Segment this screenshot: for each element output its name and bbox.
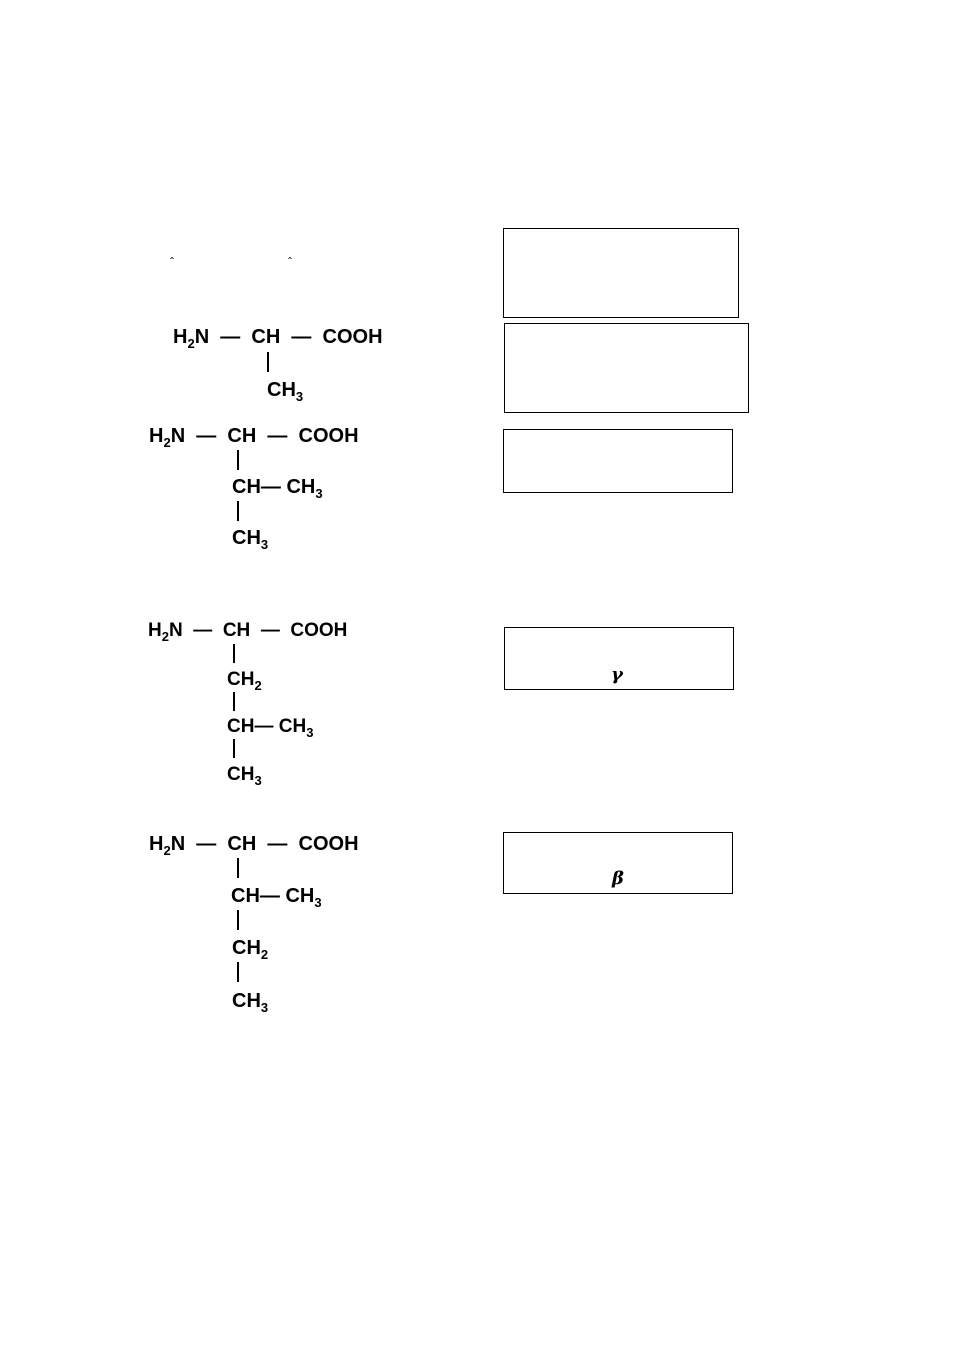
bond-line xyxy=(237,450,239,470)
formula-side-chain: $CH_3$ xyxy=(227,764,262,788)
formula-main-chain: $H_2N$ — CH — COOH xyxy=(148,620,348,644)
bond-line xyxy=(233,644,235,663)
bond-line xyxy=(267,352,269,372)
bond-line xyxy=(233,692,235,711)
formula-main-chain: $H_2N$ — CH — COOH xyxy=(149,833,359,858)
formula-side-chain: $CH_2$ xyxy=(232,937,269,962)
bond-line xyxy=(237,858,239,878)
formula-side-chain: CH— $CH_3$ xyxy=(232,476,323,501)
bond-line xyxy=(233,739,235,758)
bond-line xyxy=(237,962,239,982)
formula-main-chain: $H_2N$ — CH — COOH xyxy=(173,326,383,351)
gamma-label: γ xyxy=(611,664,623,685)
stray-mark: ˆ xyxy=(288,255,292,269)
answer-box xyxy=(504,323,749,413)
answer-box xyxy=(504,627,734,690)
formula-main-chain: $H_2N$ — CH — COOH xyxy=(149,425,359,450)
answer-box xyxy=(503,832,733,894)
formula-side-chain: $CH_3$ xyxy=(232,527,269,552)
bond-line xyxy=(237,910,239,930)
bond-line xyxy=(237,501,239,521)
formula-side-chain: $CH_2$ xyxy=(227,669,262,693)
formula-side-chain: CH— $CH_3$ xyxy=(231,885,322,910)
beta-label: β xyxy=(612,868,624,889)
stray-mark: ˆ xyxy=(170,255,174,269)
formula-side-chain: CH— $CH_3$ xyxy=(227,716,314,740)
answer-box xyxy=(503,228,739,318)
formula-side-chain: $CH_3$ xyxy=(267,379,304,404)
answer-box xyxy=(503,429,733,493)
formula-side-chain: $CH_3$ xyxy=(232,990,269,1015)
